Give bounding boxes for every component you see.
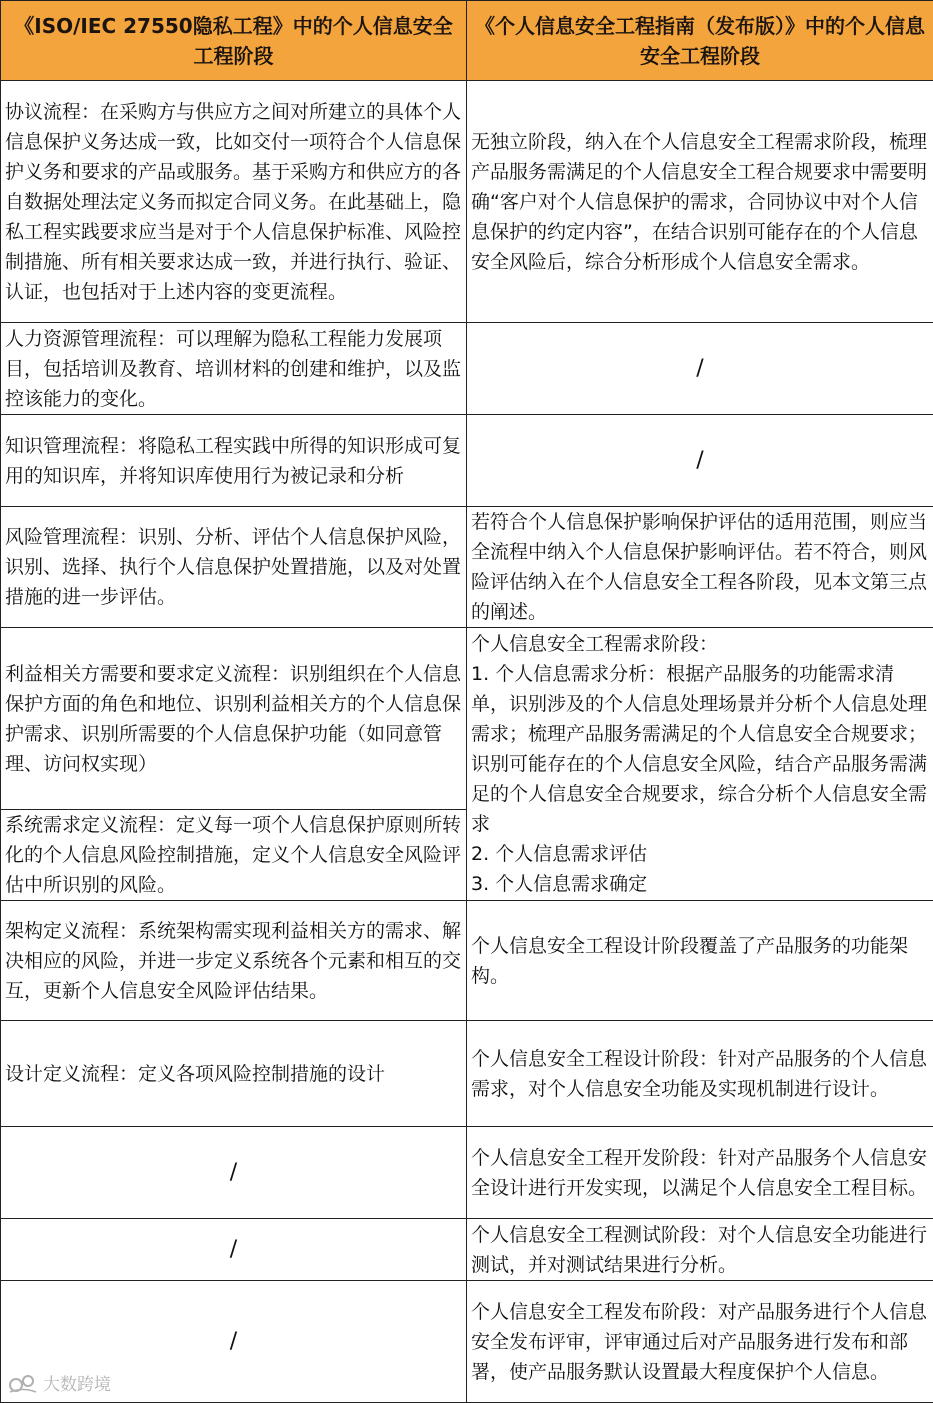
table-row bbox=[1, 1021, 933, 1127]
watermark-text: 大数跨境 bbox=[43, 1370, 111, 1395]
cell-hr-process: 人力资源管理流程：可以理解为隐私工程能力发展项目，包括培训及教育、培训材料的创建和维护，以及监控该能力的变化。 bbox=[1, 323, 467, 415]
cell-agreement-mapping: 无独立阶段，纳入在个人信息安全工程需求阶段，梳理产品服务需满足的个人信息安全工程合规要求中需要明确“客户对个人信息保护的需求，合同协议中对个人信息保护的约定内容”，在结合识别可能存在的个人信息安全风险后，综合分析形成个人信息安全需求。 bbox=[467, 81, 933, 323]
cell-design-mapping: 个人信息安全工程设计阶段：针对产品服务的个人信息需求，对个人信息安全功能及实现机制进行设计。 bbox=[467, 1021, 933, 1127]
cell-knowledge-process: 知识管理流程：将隐私工程实践中所得的知识形成可复用的知识库，并将知识库使用行为被记录和分析 bbox=[1, 415, 467, 507]
header-pi-security-guide: 《个人信息安全工程指南（发布版）》中的个人信息安全工程阶段 bbox=[467, 1, 933, 81]
table-row bbox=[1, 901, 933, 1021]
cell-knowledge-mapping: / bbox=[467, 415, 933, 507]
cell-agreement-process: 协议流程：在采购方与供应方之间对所建立的具体个人信息保护义务达成一致，比如交付一项符合个人信息保护义务和要求的产品或服务。基于采购方和供应方的各自数据处理法定义务而拟定合同义务。在此基础上，隐私工程实践要求应当是对于个人信息保护标准、风险控制措施、所有相关要求达成一致，并进行执行、验证、认证，也包括对于上述内容的变更流程。 bbox=[1, 81, 467, 323]
requirements-item-3: 3. 个人信息需求确定 bbox=[471, 869, 929, 899]
table-row bbox=[1, 415, 933, 507]
cell-risk-process: 风险管理流程：识别、分析、评估个人信息保护风险，识别、选择、执行个人信息保护处置措施，以及对处置措施的进一步评估。 bbox=[1, 507, 467, 628]
cell-requirements-stage bbox=[467, 628, 933, 901]
cell-stakeholder-process: 利益相关方需要和要求定义流程：识别组织在个人信息保护方面的角色和地位、识别利益相关方的个人信息保护需求、识别所需要的个人信息保护功能（如同意管理、访问权实现） bbox=[1, 628, 467, 810]
cell-risk-mapping: 若符合个人信息保护影响保护评估的适用范围，则应当全流程中纳入个人信息保护影响评估。若不符合，则风险评估纳入在个人信息安全工程各阶段，见本文第三点的阐述。 bbox=[467, 507, 933, 628]
cell-hr-mapping: / bbox=[467, 323, 933, 415]
requirements-item-1: 1. 个人信息需求分析：根据产品服务的功能需求清单，识别涉及的个人信息处理场景并分析个人信息处理需求；梳理产品服务需满足的个人信息安全合规要求；识别可能存在的个人信息安全风险，结合产品服务需满足的个人信息安全合规要求，综合分析个人信息安全需求 bbox=[471, 659, 929, 839]
table-row bbox=[1, 1127, 933, 1219]
table-row bbox=[1, 628, 933, 810]
requirements-item-2: 2. 个人信息需求评估 bbox=[471, 839, 929, 869]
cell-testing-process: / bbox=[1, 1219, 467, 1281]
table-row bbox=[1, 81, 933, 323]
table-header-row bbox=[1, 1, 933, 81]
table-row bbox=[1, 1219, 933, 1281]
table-row bbox=[1, 323, 933, 415]
cell-architecture-process: 架构定义流程：系统架构需实现利益相关方的需求、解决相应的风险，并进一步定义系统各个元素和相互的交互，更新个人信息安全风险评估结果。 bbox=[1, 901, 467, 1021]
cell-system-requirements-process: 系统需求定义流程：定义每一项个人信息保护原则所转化的个人信息风险控制措施，定义个人信息安全风险评估中所识别的风险。 bbox=[1, 810, 467, 901]
table-row bbox=[1, 1281, 933, 1403]
cell-release-mapping: 个人信息安全工程发布阶段：对产品服务进行个人信息安全发布评审，评审通过后对产品服务进行发布和部署，使产品服务默认设置最大程度保护个人信息。 bbox=[467, 1281, 933, 1403]
cell-release-process: / bbox=[1, 1281, 467, 1403]
cell-design-process: 设计定义流程：定义各项风险控制措施的设计 bbox=[1, 1021, 467, 1127]
table-row bbox=[1, 507, 933, 628]
cell-architecture-mapping: 个人信息安全工程设计阶段覆盖了产品服务的功能架构。 bbox=[467, 901, 933, 1021]
cell-testing-mapping: 个人信息安全工程测试阶段：对个人信息安全功能进行测试，并对测试结果进行分析。 bbox=[467, 1219, 933, 1281]
header-iso-27550: 《ISO/IEC 27550隐私工程》中的个人信息安全工程阶段 bbox=[1, 1, 467, 81]
cell-development-process: / bbox=[1, 1127, 467, 1219]
requirements-stage-title: 个人信息安全工程需求阶段： bbox=[471, 629, 929, 659]
cell-development-mapping: 个人信息安全工程开发阶段：针对产品服务个人信息安全设计进行开发实现，以满足个人信息安全工程目标。 bbox=[467, 1127, 933, 1219]
